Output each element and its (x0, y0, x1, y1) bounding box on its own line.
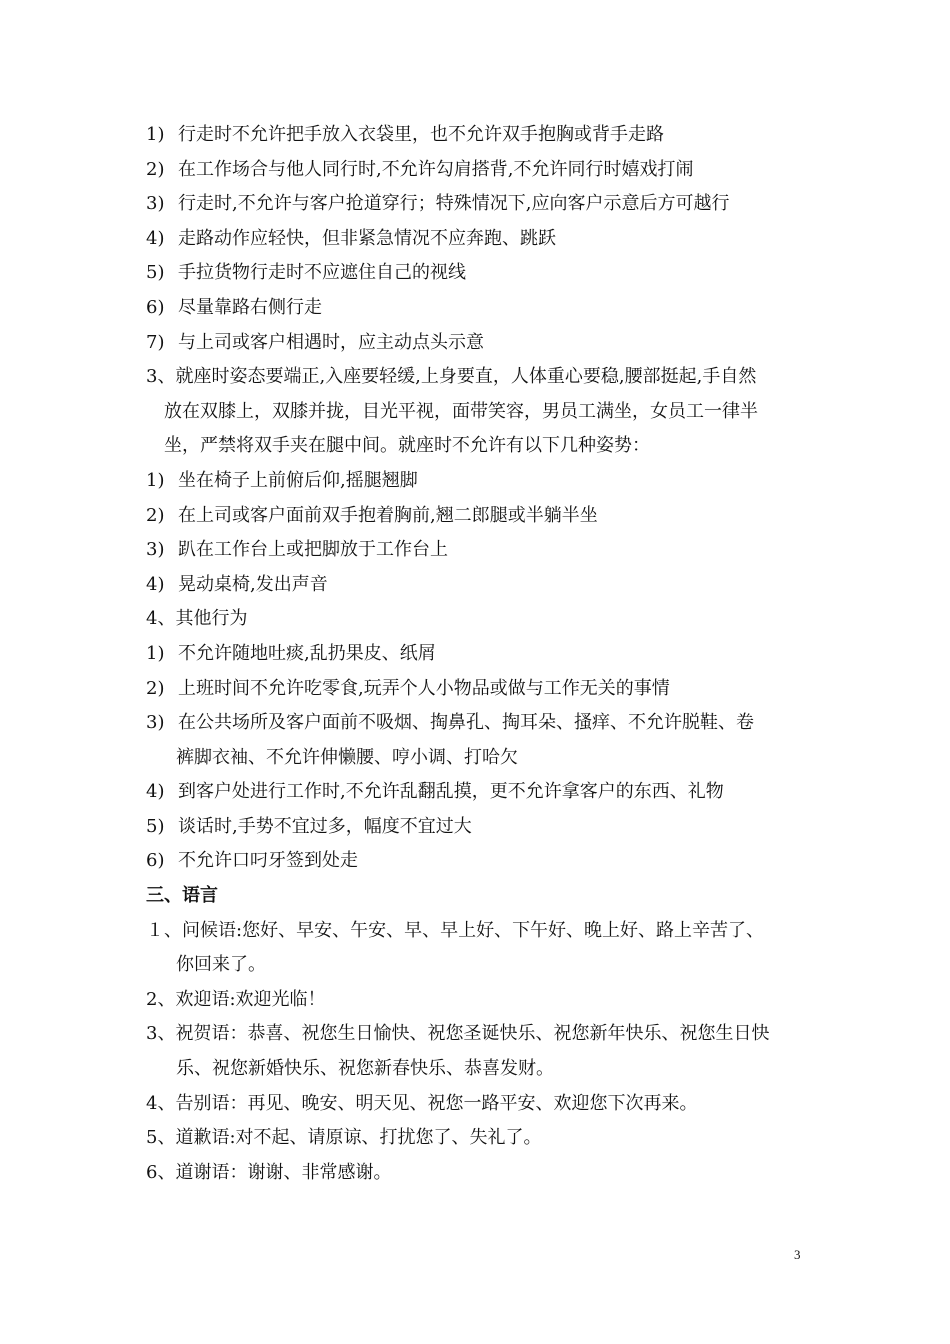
section-text: 其他行为 (175, 608, 248, 630)
item-text: 趴在工作台上或把脚放于工作台上 (178, 539, 448, 561)
item-text: 坐在椅子上前俯后仰,摇腿翘脚 (178, 469, 418, 491)
list-item (146, 153, 826, 188)
heading-text: 语言 (182, 885, 218, 907)
item-number: 3) (146, 193, 165, 215)
list-item (146, 291, 826, 326)
section-number: 4、 (146, 1092, 176, 1114)
item-text: 在公共场所及客户面前不吸烟、掏鼻孔、掏耳朵、搔痒、不允许脱鞋、卷 (178, 712, 754, 734)
section-number: 2、 (146, 988, 176, 1010)
item-text: 晃动桌椅,发出声音 (178, 573, 328, 595)
page-number: 3 (794, 1247, 801, 1262)
item-number: 7) (146, 331, 165, 353)
section-text: 道谢语：谢谢、非常感谢。 (175, 1161, 392, 1183)
section-number: 3、 (146, 366, 176, 388)
item-number: 6) (146, 850, 165, 872)
item-text: 行走时,不允许与客户抢道穿行；特殊情况下,应向客户示意后方可越行 (178, 193, 730, 215)
item-text: 在工作场合与他人同行时,不允许勾肩搭背,不允许同行时嬉戏打闹 (178, 158, 694, 180)
list-item (146, 706, 826, 741)
item-number: 2) (146, 677, 165, 699)
list-item (146, 844, 826, 879)
section-heading (146, 879, 826, 914)
continuation-line (146, 948, 826, 983)
item-text: 手拉货物行走时不应遮住自己的视线 (178, 262, 466, 284)
continuation-line (146, 395, 826, 430)
list-item (146, 256, 826, 291)
section-item (146, 1017, 826, 1052)
item-number: 4) (146, 781, 165, 803)
item-text: 不允许口叼牙签到处走 (178, 850, 358, 872)
item-text: 在上司或客户面前双手抱着胸前,翘二郎腿或半躺半坐 (178, 504, 598, 526)
section-item (146, 983, 826, 1018)
heading-number: 三、 (146, 885, 182, 907)
list-item (146, 810, 826, 845)
list-item (146, 637, 826, 672)
list-item (146, 118, 826, 153)
section-item (146, 914, 826, 949)
item-number: 6) (146, 296, 165, 318)
list-item (146, 672, 826, 707)
item-text: 上班时间不允许吃零食,玩弄个人小物品或做与工作无关的事情 (178, 677, 670, 699)
section-number: 5、 (146, 1127, 176, 1149)
item-number: 3) (146, 539, 165, 561)
item-number: 5) (146, 262, 165, 284)
section-text: 乐、祝您新婚快乐、祝您新春快乐、恭喜发财。 (176, 1058, 554, 1080)
section-text: 坐，严禁将双手夹在腿中间。就座时不允许有以下几种姿势： (164, 435, 650, 457)
section-text: 欢迎语:欢迎光临！ (175, 988, 326, 1010)
item-text: 尽量靠路右侧行走 (178, 296, 322, 318)
section-text: 道歉语:对不起、请原谅、打扰您了、失礼了。 (175, 1127, 542, 1149)
item-number: 2) (146, 158, 165, 180)
section-item (146, 1121, 826, 1156)
continuation-line (146, 429, 826, 464)
section-text: 问候语:您好、早安、午安、早、早上好、下午好、晚上好、路上辛苦了、 (182, 919, 765, 941)
section-item (146, 1156, 826, 1191)
item-text: 谈话时,手势不宜过多，幅度不宜过大 (178, 815, 472, 837)
list-item (146, 222, 826, 257)
section-item (146, 1087, 826, 1122)
section-text: 你回来了。 (176, 954, 266, 976)
continuation-line (146, 741, 826, 776)
section-number: 4、 (146, 608, 176, 630)
item-text: 到客户处进行工作时,不允许乱翻乱摸，更不允许拿客户的东西、礼物 (178, 781, 724, 803)
item-number: 1) (146, 469, 165, 491)
item-number: 2) (146, 504, 165, 526)
item-number: 5) (146, 815, 165, 837)
list-item (146, 464, 826, 499)
item-number: 4) (146, 573, 165, 595)
item-text: 走路动作应轻快，但非紧急情况不应奔跑、跳跃 (178, 227, 556, 249)
list-item (146, 326, 826, 361)
item-text: 行走时不允许把手放入衣袋里，也不允许双手抱胸或背手走路 (178, 124, 664, 145)
section-text: 就座时姿态要端正,入座要轻缓,上身要直，人体重心要稳,腰部挺起,手自然 (175, 366, 757, 388)
item-number: 4) (146, 227, 165, 249)
section-item (146, 360, 826, 395)
list-item (146, 499, 826, 534)
item-number: 1) (146, 642, 165, 664)
section-text: 告别语：再见、晚安、明天见、祝您一路平安、欢迎您下次再来。 (175, 1092, 698, 1114)
item-text: 裤脚衣袖、不允许伸懒腰、哼小调、打哈欠 (176, 746, 518, 768)
list-item (146, 187, 826, 222)
item-text: 与上司或客户相遇时，应主动点头示意 (178, 331, 484, 353)
document-body (146, 118, 826, 1190)
list-item (146, 568, 826, 603)
section-item (146, 602, 826, 637)
section-text: 祝贺语：恭喜、祝您生日愉快、祝您圣诞快乐、祝您新年快乐、祝您生日快 (175, 1023, 770, 1045)
item-number: 3) (146, 712, 165, 734)
section-text: 放在双膝上，双膝并拢，目光平视，面带笑容，男员工满坐，女员工一律半 (164, 400, 758, 422)
list-item (146, 775, 826, 810)
section-number: １、 (146, 919, 182, 941)
section-number: 6、 (146, 1161, 176, 1183)
section-number: 3、 (146, 1023, 176, 1045)
list-item (146, 533, 826, 568)
item-number: 1) (146, 124, 165, 145)
continuation-line (146, 1052, 826, 1087)
item-text: 不允许随地吐痰,乱扔果皮、纸屑 (178, 642, 436, 664)
